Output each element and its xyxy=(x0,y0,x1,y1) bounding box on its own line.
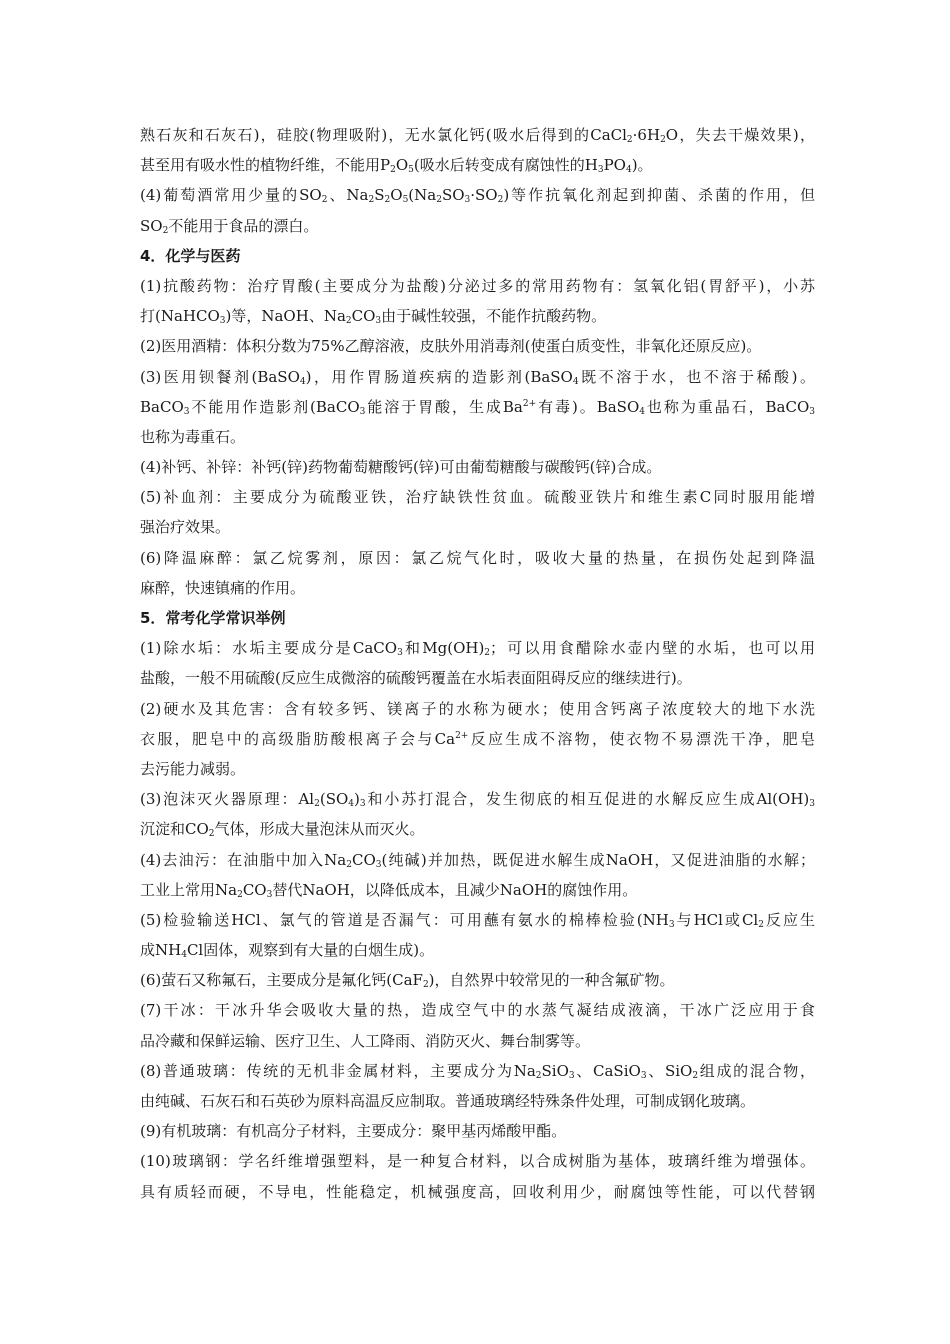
text-line: 强治疗效果。 xyxy=(140,518,231,537)
text-line: (4)补钙、补锌：补钙(锌)药物葡萄糖酸钙(锌)可由葡萄糖酸与碳酸钙(锌)合成。 xyxy=(140,458,662,477)
section-heading: 5．常考化学常识举例 xyxy=(140,609,286,627)
text-line: 去污能力减弱。 xyxy=(140,759,246,778)
text-line: 工业上常用$Na_2CO_3$替代NaOH，以降低成本，且减少NaOH的腐蚀作用。 xyxy=(140,880,638,900)
text-line: (1)抗酸药物：治疗胃酸(主要成分为盐酸)分泌过多的常用药物有：氢氧化铝(胃舒平)，小苏 xyxy=(140,276,815,295)
text-line: 衣服，肥皂中的高级脂肪酸根离子会与$Ca^{2+}$反应生成不溶物，使衣物不易漂洗干净，肥皂 xyxy=(140,729,815,748)
text-line: 沉淀和$CO_2$气体，形成大量泡沫从而灭火。 xyxy=(140,820,425,840)
text-line: $SO_2$不能用于食品的漂白。 xyxy=(140,216,319,236)
text-line: (8)普通玻璃：传统的无机非金属材料，主要成分为$Na_2SiO_3$、CaSiO$_3$、SiO$_2$组成的混合物， xyxy=(140,1061,815,1081)
text-line: 成$NH_4Cl$固体，观察到有大量的白烟生成)。 xyxy=(140,941,435,961)
text-line: 具有质轻而硬，不导电，性能稳定，机械强度高，回收利用少，耐腐蚀等性能，可以代替钢 xyxy=(140,1182,815,1201)
text-line: (2)医用酒精：体积分数为75%乙醇溶液，皮肤外用消毒剂(使蛋白质变性，非氧化还原反应)。 xyxy=(140,337,762,356)
text-line: (5)检验输送HCl、氯气的管道是否漏气：可用蘸有氨水的棉棒检验($NH_3$与HCl或$Cl_2$反应生 xyxy=(140,910,815,930)
text-line: (3)泡沫灭火器原理：$Al_2(SO_4)_3$和小苏打混合，发生彻底的相互促进的水解反应生成$Al(OH)_3$ xyxy=(140,790,815,810)
text-line: (4)去油污：在油脂中加入$Na_2CO_3$(纯碱)并加热，既促进水解生成NaOH，又促进油脂的水解； xyxy=(140,850,815,870)
text-line: 品冷藏和保鲜运输、医疗卫生、人工降雨、消防灭火、舞台制雾等。 xyxy=(140,1031,591,1050)
text-line: 也称为毒重石。 xyxy=(140,427,246,446)
text-line: (4)葡萄酒常用少量的$SO_2$、$Na_2S_2O_5(Na_2SO_3\cdot SO_2)$等作抗氧化剂起到抑菌、杀菌的作用，但 xyxy=(140,186,815,206)
text-line: 打(NaHCO$_3$)等，NaOH、$Na_2CO_3$由于碱性较强，不能作抗酸药物。 xyxy=(140,307,607,327)
text-line: (5)补血剂：主要成分为硫酸亚铁，治疗缺铁性贫血。硫酸亚铁片和维生素C同时服用能增 xyxy=(140,488,815,507)
text-line: (6)降温麻醉：氯乙烷雾剂，原因：氯乙烷气化时，吸收大量的热量，在损伤处起到降温 xyxy=(140,548,815,567)
text-line: 熟石灰和石灰石)，硅胶(物理吸附)，无水氯化钙(吸水后得到的$CaCl_2\cdot 6H_2O$，失去干燥效果)， xyxy=(140,126,815,145)
text-line: (2)硬水及其危害：含有较多钙、镁离子的水称为硬水；使用含钙离子浓度较大的地下水洗 xyxy=(140,699,815,718)
text-line: (10)玻璃钢：学名纤维增强塑料，是一种复合材料，以合成树脂为基体，玻璃纤维为增强体。 xyxy=(140,1152,815,1171)
text-line: 由纯碱、石灰石和石英砂为原料高温反应制取。普通玻璃经特殊条件处理，可制成钢化玻璃。 xyxy=(140,1092,756,1110)
text-line: (9)有机玻璃：有机高分子材料，主要成分：聚甲基丙烯酸甲酯。 xyxy=(140,1122,567,1141)
text-line: (7)干冰：干冰升华会吸收大量的热，造成空气中的水蒸气凝结成液滴，干冰广泛应用于食 xyxy=(140,1001,815,1020)
document-body xyxy=(140,120,815,1207)
text-line: 麻醉，快速镇痛的作用。 xyxy=(140,578,306,597)
text-line: 甚至用有吸水性的植物纤维，不能用$P_2O_5$(吸水后转变成有腐蚀性的$H_3PO_4$)。 xyxy=(140,156,653,176)
text-line: 盐酸，一般不用硫酸(反应生成微溶的硫酸钙覆盖在水垢表面阻碍反应的继续进行)。 xyxy=(140,669,692,688)
text-line: BaCO$_3$不能用作造影剂(BaCO$_3$能溶于胃酸，生成$Ba^{2+}$有毒)。BaSO$_4$也称为重晶石，BaCO$_3$ xyxy=(140,397,815,417)
text-line: (3)医用钡餐剂(BaSO$_4$)，用作胃肠道疾病的造影剂(BaSO$_4$既不溶于水，也不溶于稀酸)。 xyxy=(140,367,815,387)
text-line: (6)萤石又称氟石，主要成分是氟化钙(CaF$_2$)，自然界中较常见的一种含氟矿物。 xyxy=(140,971,675,991)
section-heading: 4．化学与医药 xyxy=(140,246,241,265)
text-line: (1)除水垢：水垢主要成分是CaCO$_3$和$Mg(OH)_2$；可以用食醋除水壶内壁的水垢，也可以用 xyxy=(140,639,815,659)
